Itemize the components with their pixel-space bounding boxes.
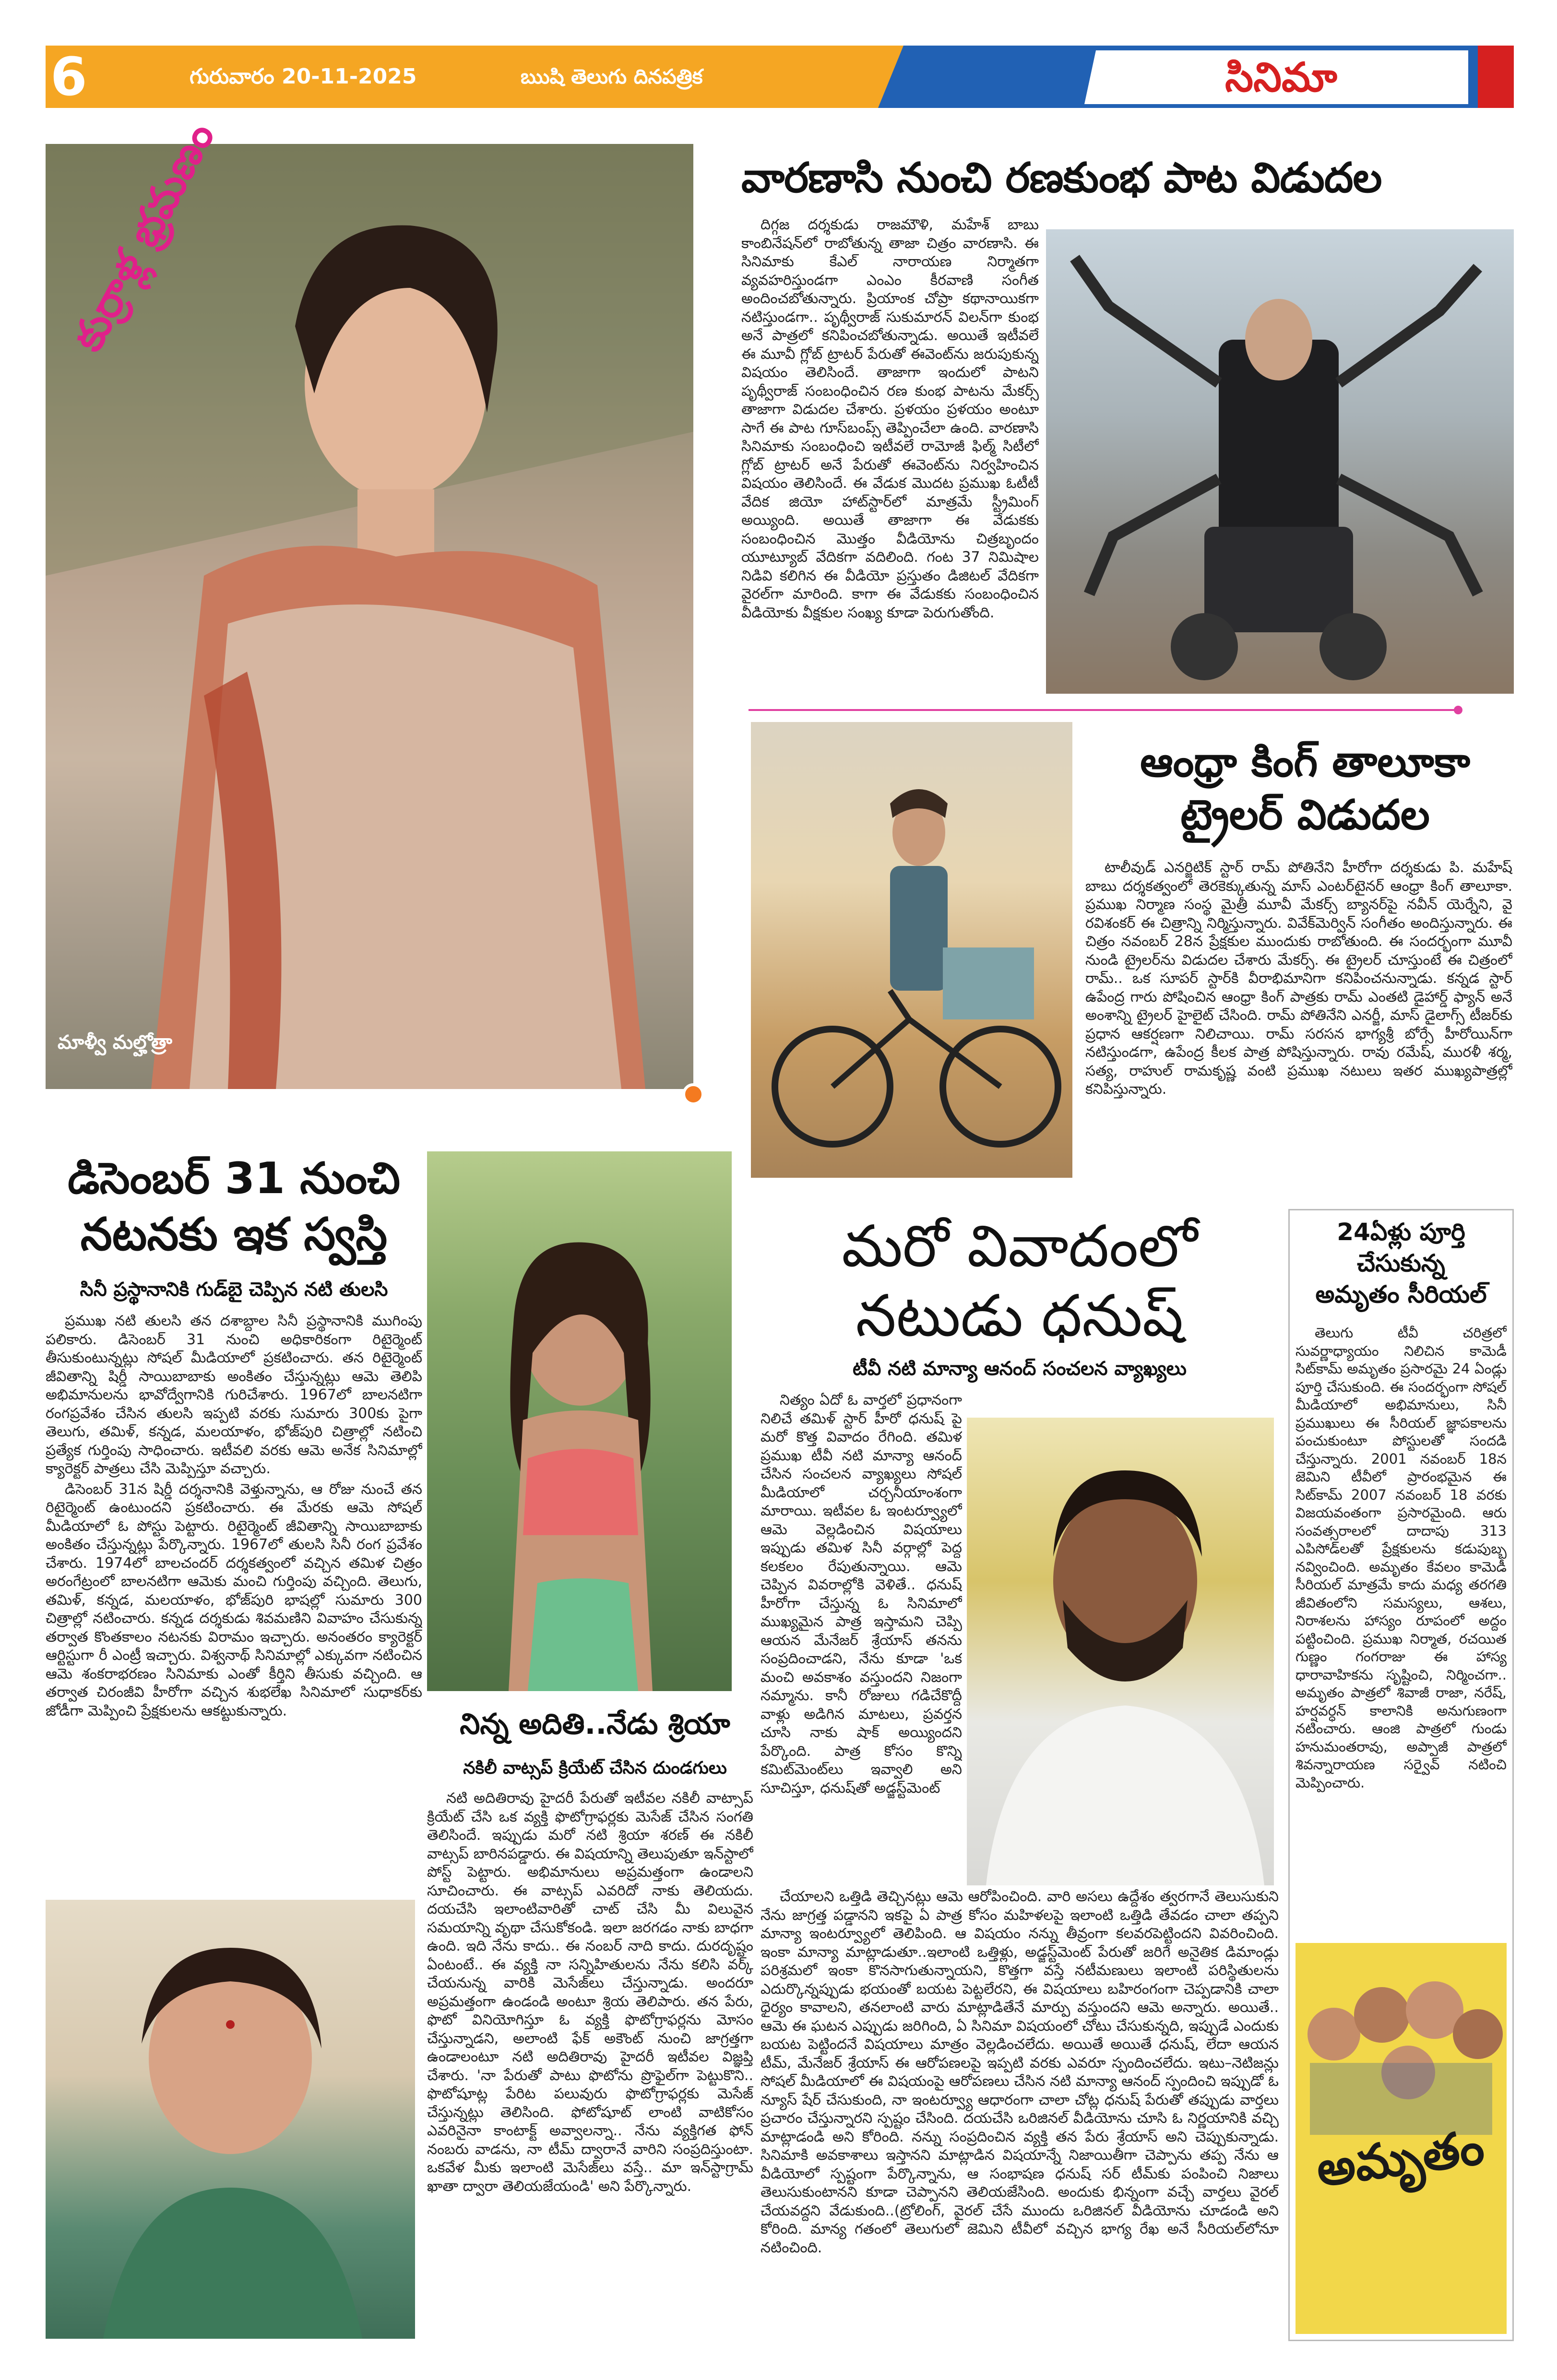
shriya-body <box>427 1789 753 2336</box>
feature-banner: కుర్రాళ్ల భ్రమణం <box>62 114 224 359</box>
shriya-photo <box>427 1151 732 1691</box>
paragraph: తెలుగు టీవీ చరిత్రలో సువర్ణాధ్యాయం నిలిచిన కామెడీ సిట్‌కామ్ అమృతం ప్రసారమై 24 ఏండ్లు పూర్తి చేసుకుంది. ఈ సందర్భంగా సోషల్ మీడియాలో అభిమానులు, సినీ ప్రముఖులు ఈ సీరియల్ జ్ఞాపకాలను పంచుకుంటూ పోస్టులతో సందడి చేస్తున్నారు. 2001 నవంబర్ 18న జెమిని టీవీలో ప్రారంభమైన ఈ సిట్‌కామ్ 2007 నవంబర్ 18 వరకు విజయవంతంగా ప్రసారమైంది. ఆరు సంవత్సరాలలో దాదాపు 313 ఎపిసోడ్‌లతో ప్రేక్షకులను కడుపుబ్బ నవ్వించింది. అమృతం కేవలం కామెడీ సీరియల్ మాత్రమే కాదు మధ్య తరగతి జీవితంలోని సమస్యలు, ఆశలు, నిరాశలను హాస్యం రూపంలో అద్దం పట్టించింది. ప్రముఖ నిర్మాత, రచయిత గుణ్ణం గంగరాజు ఈ హాస్య ధారావాహికను సృష్టించి, నిర్మించగా.. అమృతం పాత్రలో శివాజీ రాజా, నరేష్, హర్షవర్ధన్ కాలానికి అనుగుణంగా నటించారు. ఆంజి పాత్రలో గుండు హనుమంతరావు, అప్పాజీ పాత్రలో శివన్నారాయణ సర్వైవ్ నటించి మెప్పించారు. <box>1296 1325 1507 1791</box>
paragraph: నటి అదితిరావు హైదరీ పేరుతో ఇటీవల నకిలీ వాట్సాప్ క్రియేట్ చేసి ఒక వ్యక్తి ఫొటోగ్రాఫర్లకు మెసేజ్ చేసిన సంగతి తెలిసిందే. ఇప్పుడు మరో నటి శ్రియా శరణ్ ఈ నకిలీ వాట్సప్ బారినపడ్డారు. ఈ విషయాన్ని తెలుపుతూ ఇన్‌స్టాలో పోస్ట్ పెట్టారు. అభిమానులు అప్రమత్తంగా ఉండాలని సూచించారు. ఈ వాట్సప్ ఎవరిదో నాకు తెలియదు. దయచేసి ఇలాంటివారితో చాట్ చేసి మీ విలువైన సమయాన్ని వృథా చేసుకోకండి. ఇలా జరగడం నాకు బాధగా ఉంది. ఇది నేను కాదు.. ఈ నంబర్ నాది కాదు. దురదృష్టం ఏంటంటే.. ఈ వ్యక్తి నా సన్నిహితులను నేను కలిసి వర్క్ చేయనున్న వారికి మెసేజ్‌లు చేస్తున్నాడు. అందరూ అప్రమత్తంగా ఉండండి అంటూ శ్రియ తెలిపారు. తన పేరు, ఫొటో వినియోగిస్తూ ఓ వ్యక్తి ఫొటోగ్రాఫర్లను మోసం చేస్తున్నాడని, అలాంటి ఫేక్ అకౌంట్ నుంచి జాగ్రత్తగా ఉండాలంటూ నటి అదితిరావు హైదరీ ఇటీవల విజ్ఞప్తి చేశారు. 'నా పేరుతో పాటు ఫొటోను ప్రొఫైల్‌గా పెట్టుకొని.. ఫొటోషూట్ల పేరిట పలువురు ఫొటోగ్రాఫర్లకు మెసేజ్ చేస్తున్నట్లు తెలిసింది. ఫోటోషూట్ లాంటి వాటికోసం ఎవరినైనా కాంటాక్ట్ అవ్వాలన్నా.. నేను వ్యక్తిగత ఫోన్ నంబరు వాడను, నా టీమ్ ద్వారానే వారిని సంప్రదిస్తుంటా. ఒకవేళ మీకు ఇలాంటి మెసేజ్‌లు వస్తే.. మా ఇన్‌స్టాగ్రామ్ ఖాతా ద్వారా తెలియజేయండి' అని పేర్కొన్నారు. <box>427 1790 753 2195</box>
amrutham-body <box>1296 1324 1507 1933</box>
amrutham-title-3: అమృతం సీరియల్ <box>1315 1280 1487 1308</box>
shriya-title: నిన్న అదితి..నేడు శ్రియా <box>460 1707 730 1741</box>
dec31-title-2: నటనకు ఇక స్వస్తి <box>80 1208 388 1261</box>
dhanush-photo <box>967 1418 1274 1885</box>
paragraph: ప్రముఖ నటి తులసి తన దశాబ్దాల సినీ ప్రస్థానానికి ముగింపు పలికారు. డిసెంబర్ 31 నుంచి అధికారికంగా రిటైర్మెంట్ తీసుకుంటున్నట్లు సోషల్ మీడియాలో ప్రకటించారు. తన రిటైర్మెంట్ జీవితాన్ని షిర్డీ సాయిబాబాకు అంకితం చేస్తున్నట్లు ఆమె తెలిపి అభిమానులను భావోద్వేగానికి గురిచేశారు. 1967లో బాలనటిగా రంగప్రవేశం చేసిన తులసి ఇప్పటి వరకు సుమారు 300కు పైగా తెలుగు, తమిళ్, కన్నడ, మలయాళం, భోజ్‌పురి చిత్రాల్లో నటించి ప్రత్యేక గుర్తింపు సాధించారు. ఇటీవలి వరకు ఆమె అనేక సినిమాల్లో క్యారెక్టర్ పాత్రలు చేసి మెప్పిస్తూ వచ్చారు. <box>46 1313 422 1477</box>
header-red-tab <box>1478 46 1514 108</box>
page-number: 6 <box>50 46 87 107</box>
amrutham-title-2: చేసుకున్న <box>1357 1249 1445 1277</box>
shriya-subtitle: నకిలీ వాట్సప్ క్రియేట్ చేసిన దుండగులు <box>463 1758 727 1778</box>
dec31-title-1: డిసెంబర్ 31 నుంచి <box>67 1153 401 1204</box>
dhanush-body-column <box>761 1391 962 1878</box>
dhanush-photo-figure <box>967 1418 1274 1885</box>
feature-caption: మాళ్వీ మల్హోత్రా <box>58 1031 172 1054</box>
dhanush-body-full: చేయాలని ఒత్తిడి తెచ్చినట్లు ఆమె ఆరోపించింది. వారి అసలు ఉద్దేశం త్వరగానే తెలుసుకుని నేను జాగ్రత్త పడ్డానని ఇకపై ఏ పాత్ర కోసం మహిళలపై ఇలాంటి ఒత్తిడి తేవడం చాలా తప్పని మాన్యా ఇంటర్వ్యూలో తెలిపింది. ఆ విషయం నన్ను తీవ్రంగా కలవరపెట్టిందని వివరించింది. ఇంకా మాన్యా మాట్లాడుతూ..ఇలాంటి ఒత్తిళ్లు, అడ్జస్ట్‌మెంట్ పేరుతో జరిగే అనైతిక డిమాండ్లు పరిశ్రమలో ఇంకా కొనసాగుతున్నాయని, కొత్తగా వస్తే నటీమణులు ఇలాంటి పరిస్థితులను ఎదుర్కొన్నప్పుడు భయంతో బయట పెట్టలేరని, ఈ విషయాలు బహిరంగంగా చెప్పడానికి చాలా ధైర్యం కావాలని, తనలాంటి వారు మాట్లాడితేనే మార్పు వస్తుందని ఆమె అన్నారు. అయితే.. ఆమె ఈ ఘటన ఎప్పుడు జరిగింది, ఏ సినిమా విషయంలో చోటు చేసుకున్నది, ఇప్పుడే ఎందుకు బయట పెట్టిందనే విషయాలు మాత్రం వెల్లడించలేదు. అయితే అయితే ధనుష్, లేదా ఆయన టీమ్, మేనేజర్ శ్రేయాస్ ఈ ఆరోపణలపై ఇప్పటి వరకు ఎవరూ స్పందించలేదు. ఇటు–నెటిజన్లు సోషల్ మీడియాలో ఈ విషయంపై ఆరోపణలు చేసిన నటి మాన్యా ఆనంద్ స్పందించి ఇప్పుడో ఓ న్యూస్ షేర్ చేసుకుంది, నా ఇంటర్వ్యూ ఆధారంగా చాలా చోట్ల ధనుష్ పేరుతో తప్పుడు వార్తలు ప్రచారం చేస్తున్నారని స్పష్టం చేసింది. దయచేసి ఒరిజినల్ వీడియోను చూసి ఓ నిర్ణయానికి వచ్చి మాట్లాడండి అని కోరింది. నన్ను సంప్రదించిన వ్యక్తి తన పేరు శ్రేయాస్ అని చెప్పుకున్నాడు. సినిమాకి అవకాశాలు ఇస్తానని మాట్లాడిన విషయాన్నే నిజాయితీగా చెప్పాను తప్ప నేను ఆ వీడియోలో స్పష్టంగా పేర్కొన్నాను, ఆ సంభాషణ ధనుష్ సర్ టీమ్‌కు పంపించి నిజాలు తెలుసుకుంటానని కూడా చెప్పానని తెలియజేసింది. అందుకు భిన్నంగా వచ్చే వార్తలు వైరల్ చేయవద్దని వేడుకుంది..(ట్రోలింగ్, వైరల్ చేసే ముందు ఒరిజినల్ వీడియోను చూడండి అని కోరింది. మాన్య గతంలో తెలుగులో జెమిని టీవీలో వచ్చిన భాగ్య రేఖ అనే సీరియల్‌లోనూ నటించింది. <box>761 1888 1279 2256</box>
paragraph: డిసెంబర్ 31న షిర్డీ దర్శనానికి వెళ్తున్నాను, ఆ రోజు నుంచే తన రిటైర్మెంట్ ఉంటుందని ప్రకటించారు. ఈ మేరకు ఆమె సోషల్ మీడియాలో ఓ పోస్టు పెట్టారు. రిటైర్మెంట్ జీవితాన్ని సాయిబాబాకు అంకితం చేస్తున్నట్లు పేర్కొన్నారు. 1967లో తులసి సినీ రంగ ప్రవేశం చేశారు. 1974లో బాలచందర్ దర్శకత్వంలో వచ్చిన తమిళ చిత్రం అరంగేట్రంలో బాలనటిగా ఆమెకు మంచి గుర్తింపు వచ్చింది. తెలుగు, తమిళ్, కన్నడ, మలయాళం, భోజ్‌పురి భాషల్లో సుమారు 300 చిత్రాల్లో నటించారు. కన్నడ దర్శకుడు శివమణిని వివాహం చేసుకున్న తర్వాత కొంతకాలం నటనకు విరామం ఇచ్చారు. అనంతరం క్యారెక్టర్ ఆర్టిస్టుగా రీ ఎంట్రీ ఇచ్చారు. విశ్వనాథ్ సినిమాల్లో ఎక్కువగా నటించిన ఆమె శంకరాభరణం సినిమాకు ఎంతో కీర్తిని తీసుకు వచ్చింది. ఆ తర్వాత చిరంజీవి హీరోగా వచ్చిన శుభలేఖ సినిమాలో సుధాకర్‌కు జోడీగా మెప్పించి ప్రేక్షకులను ఆకట్టుకున్నారు. <box>46 1480 422 1719</box>
dhanush-title-2: నటుడు ధనుష్ <box>856 1283 1184 1350</box>
varanasi-body <box>741 216 1039 700</box>
varanasi-photo-figure <box>1046 229 1514 694</box>
dhanush-subtitle: టీవీ నటి మాన్యా ఆనంద్ సంచలన వ్యాఖ్యలు <box>853 1358 1187 1380</box>
feature-dot <box>682 1083 704 1105</box>
amrutham-logo: అమృతం <box>1313 2119 1487 2198</box>
issue-date: గురువారం 20-11-2025 <box>190 64 417 89</box>
paragraph: దిగ్గజ దర్శకుడు రాజమౌళి, మహేశ్ బాబు కాంబినేషన్‌లో రాబోతున్న తాజా చిత్రం వారణాసి. ఈ సినిమాకు కేఎల్ నారాయణ నిర్మాతగా వ్యవహరిస్తుండగా ఎంఎం కీరవాణి సంగీత అందించబోతున్నారు. ప్రియాంక చోప్రా కథానాయికగా నటిస్తుండగా.. పృథ్వీరాజ్ సుకుమారన్ విలన్‌గా కుంభ అనే పాత్రలో కనిపించబోతున్నాడు. అయితే ఇటీవలే ఈ మూవీ గ్లోబ్ ట్రాటర్ పేరుతో ఈవెంట్‌ను జరుపుకున్న విషయం తెలిసిందే. తాజాగా ఇందులో పాటని పృథ్వీరాజ్ సంబంధించిన రణ కుంభ పాటను మేకర్స్ తాజాగా విడుదల చేశారు. ప్రళయం ప్రళయం అంటూ సాగే ఈ పాట గూస్‌బంప్స్ తెప్పించేలా ఉంది. వారణాసి సినిమాకు సంబంధించి ఇటీవలే రామోజీ ఫిల్మ్ సిటీలో గ్లోబ్ ట్రాటర్ అనే పేరుతో ఈవెంట్‌ను నిర్వహించిన విషయం తెలిసిందే. ఈ వేడుక మొదట ప్రముఖ ఓటీటీ వేదిక జియో హాట్‌స్టార్‌లో మాత్రమే స్ట్రీమింగ్ అయ్యింది. అయితే తాజాగా ఈ వేడుకకు సంబంధించిన మొత్తం వీడియోను చిత్రబృందం యూట్యూబ్ వేదికగా వదిలింది. గంట 37 నిమిషాల నిడివి కలిగిన ఈ వీడియో ప్రస్తుతం డిజిటల్ వేదికగా వైరల్‌గా మారింది. కాగా ఈ వేడుకకు సంబంధించిన వీడియోకు వీక్షకుల సంఖ్య కూడా పెరుగుతోంది. <box>741 216 1039 621</box>
dec31-body <box>46 1312 422 1893</box>
paragraph: టాలీవుడ్ ఎనర్జిటిక్ స్టార్ రామ్ పోతినేని హీరోగా దర్శకుడు పి. మహేష్ బాబు దర్శకత్వంలో తెరకెక్కుతున్న మాస్ ఎంటర్‌టైనర్ ఆంధ్రా కింగ్ తాలూకా. ప్రముఖ నిర్మాణ సంస్థ మైత్రీ మూవీ మేకర్స్ బ్యానర్‌పై నవీన్ యెర్నేని, వై రవిశంకర్ ఈ చిత్రాన్ని నిర్మిస్తున్నారు. వివేక్‌మెర్విన్ సంగీతం అందిస్తున్నారు. ఈ చిత్రం నవంబర్ 28న ప్రేక్షకుల ముందుకు రాబోతుంది. ఈ సందర్భంగా మూవీ నుండి ట్రైలర్‌ను విడుదల చేశారు మేకర్స్. ఈ ట్రైలర్ చూస్తుంటే ఈ చిత్రంలో రామ్.. ఒక సూపర్ స్టార్‌కి వీరాభిమానిగా కనిపించనున్నాడు. కన్నడ స్టార్ ఉపేంద్ర గారు పోషించిన ఆంధ్రా కింగ్ పాత్రకు రామ్ ఎంతటి డైహార్డ్ ఫ్యాన్ అనే అంశాన్ని ట్రైలర్ హైలైట్ చేసింది. రామ్ పోతినేని ఎనర్జీ, మాస్ డైలాగ్స్ టీజర్‌కు ప్రధాన ఆకర్షణగా నిలిచాయి. రామ్ సరసన భాగ్యశ్రీ బోర్సే హీరోయిన్‌గా నటిస్తుండగా, ఉపేంద్ర కీలక పాత్ర పోషిస్తున్నారు. రావు రమేష్, మురళీ శర్మ, సత్య, రాహుల్ రామకృష్ణ వంటి ప్రముఖ నటులు ఇతర ముఖ్యపాత్రల్లో కనిపిస్తున్నారు. <box>1085 859 1512 1098</box>
paragraph: నిత్యం ఏదో ఓ వార్తలో ప్రధానంగా నిలిచే తమిళ్ స్టార్ హీరో ధనుష్ పై మరో కొత్త వివాదం రేగింది. తమిళ ప్రముఖ టీవీ నటి మాన్యా ఆనంద్ చేసిన సంచలన వ్యాఖ్యలు సోషల్ మీడియాలో చర్చనీయాంశంగా మారాయి. ఇటీవల ఓ ఇంటర్వ్యూలో ఆమె వెల్లడించిన విషయాలు ఇప్పుడు తమిళ సినీ వర్గాల్లో పెద్ద కలకలం రేపుతున్నాయి. ఆమె చెప్పిన వివరాల్లోకి వెళితే.. ధనుష్ హీరోగా చేస్తున్న ఓ సినిమాలో ముఖ్యమైన పాత్ర ఇస్తామని చెప్పి ఆయన మేనేజర్ శ్రేయాస్ తనను సంప్రదించాడని, నేను కూడా 'ఒక మంచి అవకాశం వస్తుందని నిజంగా నమ్మాను. కానీ రోజులు గడిచేకొద్దీ వాళ్లు అడిగిన మాటలు, ప్రవర్తన చూసి నాకు షాక్ అయ్యిందని పేర్కొంది. పాత్ర కోసం కొన్ని కమిట్‌మెంట్‌లు ఇవ్వాలి అని సూచిస్తూ, ధనుష్‌తో అడ్జస్ట్‌మెంట్ <box>761 1392 962 1797</box>
andhra-king-photo <box>751 722 1072 1178</box>
varanasi-photo <box>1046 229 1514 694</box>
dhanush-title-1: మరో వివాదంలో <box>842 1213 1198 1280</box>
amrutham-title-1: 24ఏళ్లు పూర్తి <box>1337 1218 1465 1246</box>
shriya-photo-figure <box>427 1151 732 1691</box>
section-title: సినిమా <box>1225 54 1337 101</box>
paper-name: ఋషి తెలుగు దినపత్రిక <box>521 65 703 88</box>
varanasi-title: వారణాసి నుంచి రణకుంభ పాట విడుదల <box>741 154 1382 202</box>
varanasi-divider <box>749 709 1459 711</box>
andhra-king-title-1: ఆంధ్రా కింగ్ తాలూకా <box>1140 738 1470 786</box>
andhra-king-body <box>1085 859 1512 1175</box>
andhra-king-title-2: ట్రైలర్ విడుదల <box>1180 791 1430 839</box>
dec31-subtitle: సినీ ప్రస్థానానికి గుడ్‌బై చెప్పిన నటి తులసి <box>80 1279 388 1301</box>
varanasi-divider-end <box>1454 706 1462 714</box>
tulasi-photo-figure <box>46 1900 415 2339</box>
andhra-king-photo-figure <box>751 722 1072 1178</box>
tulasi-photo <box>46 1900 415 2339</box>
